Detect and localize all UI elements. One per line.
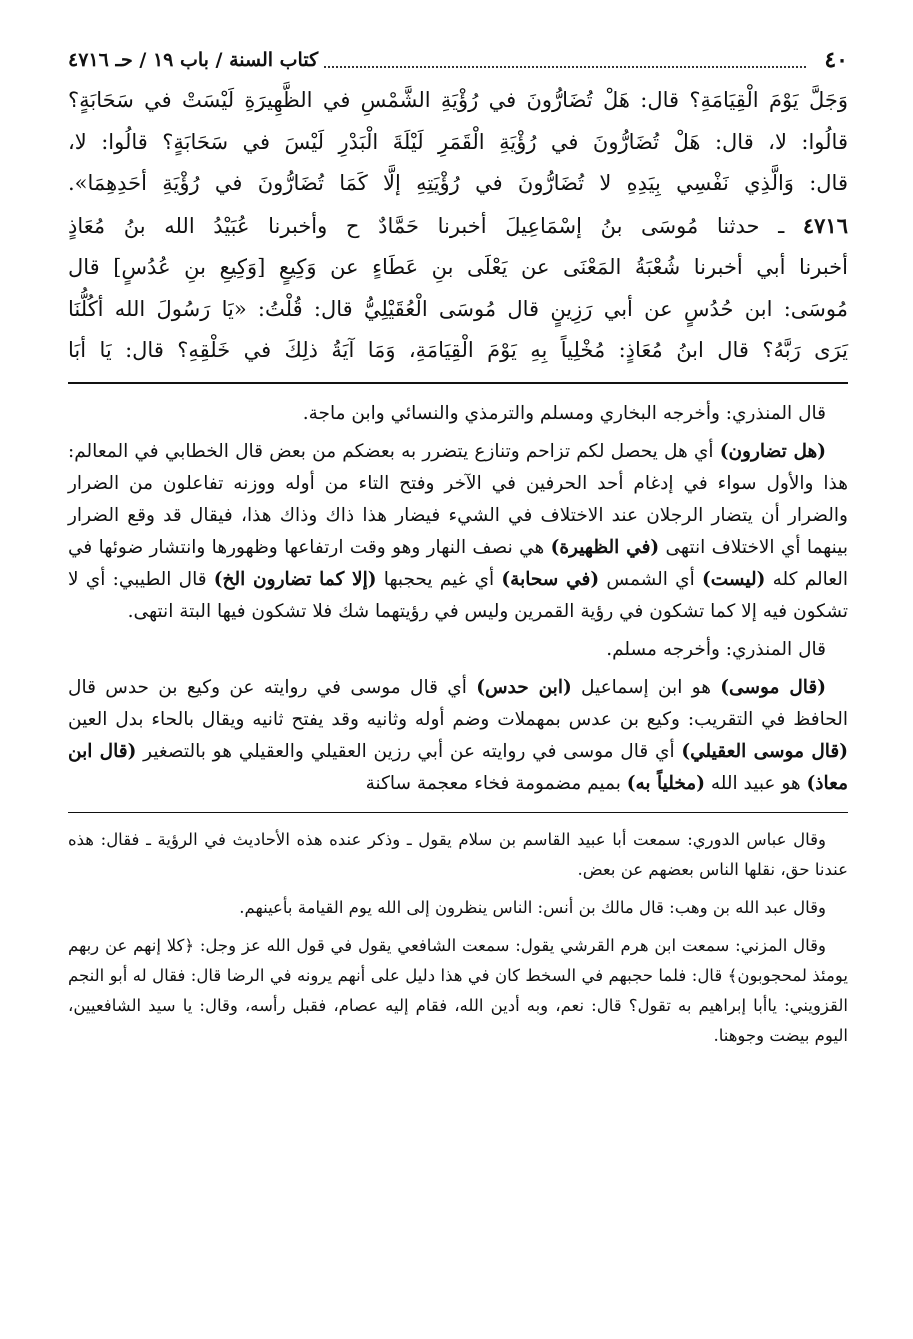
commentary-term: (قال موسى العقيلي) bbox=[681, 740, 848, 762]
footnote-paragraph: وقال عباس الدوري: سمعت أبا عبيد القاسم بن سلام يقول ـ وذكر عنده هذه الأحاديث في الرؤية ـ فقال: هذه عندنا حق، نقلها الناس بعضهم عن بعض. bbox=[68, 829, 848, 879]
commentary-term: (في سحابة) bbox=[501, 568, 600, 590]
commentary-term: (مخلياً به) bbox=[626, 772, 705, 794]
hadith-line: قالُوا: لا، قال: هَلْ تُضَارُّونَ في رُؤْيَةِ الْقَمَرِ لَيْلَةَ الْبَدْرِ لَيْسَ في سَحَابَةٍ؟ قالُوا: لا، bbox=[68, 129, 848, 154]
commentary-paragraph bbox=[68, 672, 848, 800]
hadith-line: يَرَى رَبَّهُ؟ قال ابنُ مُعَاذٍ: مُخْلِياً بِهِ يَوْمَ الْقِيَامَةِ، وَمَا آيَةُ ذلِكَ في خَلْقِهِ؟ قال: يَا أبَا bbox=[68, 338, 848, 362]
commentary-paragraph bbox=[68, 436, 848, 628]
hadith-line: أخبرنا أبي أخبرنا شُعْبَةُ المَعْنَى عن يَعْلَى بنِ عَطَاءٍ عن وَكِيعٍ [وَكِيعِ بنِ عُدُسٍ] قال bbox=[68, 255, 848, 279]
commentary-paragraph: قال المنذري: وأخرجه البخاري ومسلم والترمذي والنسائي وابن ماجة. bbox=[302, 402, 826, 424]
commentary-term: (قال موسى) bbox=[720, 676, 826, 698]
section-divider bbox=[68, 382, 848, 384]
commentary-text: هو ابن إسماعيل bbox=[571, 676, 721, 698]
hadith-line bbox=[68, 205, 848, 248]
hadith-text bbox=[68, 80, 848, 372]
hadith-line-text: ـ حدثنا مُوسَى بنُ إسْمَاعِيلَ أخبرنا حَمَّادٌ ح وأخبرنا عُبَيْدُ الله بنُ مُعَاذٍ bbox=[68, 213, 803, 238]
page bbox=[68, 40, 848, 1059]
footnote-paragraph: وقال عبد الله بن وهب: قال مالك بن أنس: الناس ينظرون إلى الله يوم القيامة بأعينهم. bbox=[239, 897, 826, 917]
commentary-text: أي الشمس bbox=[599, 568, 702, 590]
commentary-text: أي قال موسى في روايته عن وكيع بن حدس قال الحافظ في التقريب: وكيع بن عدس بمهملات وضم أوله وثانيه وقد يفتح ثانيه ويقال بالحاء بدل العين bbox=[68, 676, 848, 730]
header-dot-leader bbox=[324, 52, 806, 68]
commentary-term: (هل تضارون) bbox=[719, 440, 826, 462]
header-reference: كتاب السنة / باب ١٩ / حـ ٤٧١٦ bbox=[68, 49, 319, 71]
notes-divider bbox=[68, 812, 848, 813]
commentary-term: (قال ابن معاذ) bbox=[68, 740, 848, 794]
commentary-text: هو عبيد الله bbox=[704, 772, 807, 794]
commentary bbox=[68, 398, 848, 800]
commentary-term: (إلا كما تضارون الخ) bbox=[213, 568, 377, 590]
hadith-line: وَجَلَّ يَوْمَ الْقِيَامَةِ؟ قال: هَلْ تُضَارُّونَ في رُؤْيَةِ الشَّمْسِ في الظَّهِيرَةِ لَيْسَتْ في سَحَابَةٍ؟ bbox=[68, 88, 848, 112]
commentary-text: أي غيم يحجبها bbox=[376, 568, 502, 590]
footnote-paragraph: وقال المزني: سمعت ابن هرم القرشي يقول: سمعت الشافعي يقول في قول الله عز وجل: ﴿كلا إنهم عن ربهم يومئذ لمحجوبون﴾ قال: فلما حجبهم في السخط كان في هذا دليل على أنهم يرونه في الرضا قال: فقال له أبو النجم القزويني: ياأبا إبراهيم به تقول؟ قال: نعم، وبه أدين الله، فقام إليه عصام، فقبل رأسه، وقال: يا سيد الشافعيين، اليوم بيضت وجوهنا. bbox=[68, 935, 848, 1045]
commentary-text: بميم مضمومة فخاء معجمة ساكنة bbox=[365, 772, 627, 794]
commentary-text: قال الطيبي: أي لا تشكون فيه إلا كما تشكون في رؤية القمرين وليس في رؤيتهما شك فلا تشكون فيها البتة انتهى. bbox=[68, 568, 848, 622]
commentary-text: أي قال موسى في روايته عن أبي رزين العقيلي والعقيلي هو بالتصغير bbox=[136, 740, 682, 762]
page-number: ٤٠ bbox=[824, 47, 848, 73]
footnotes bbox=[68, 825, 848, 1051]
commentary-term: (في الظهيرة) bbox=[550, 536, 660, 558]
hadith-line: قال: وَالَّذِي نَفْسِي بِيَدِهِ لا تُضَارُّونَ في رُؤْيَتِهِ إلَّا كَمَا تُضَارُّونَ في رُؤْيَةِ أحَدِهِمَا». bbox=[68, 171, 848, 195]
commentary-term: (ليست) bbox=[702, 568, 766, 590]
hadith-number: ٤٧١٦ bbox=[802, 212, 848, 238]
commentary-term: (ابن حدس) bbox=[476, 676, 572, 698]
commentary-text: أي هل يحصل لكم تزاحم وتنازع يتضرر به بعضكم من بعض قال الخطابي في المعالم: هذا والأول سواء في إدغام أحد الحرفين في الآخر وفتح التاء من أوله ووزنه تفاعلون من الضرار والضرار أن يتضار الرجلان عند الاختلاف في الشيء فيضار هذا ذاك وذاك هذا، فيقال قد وقع الضرار بينهما أي الاختلاف انتهى bbox=[68, 440, 848, 558]
commentary-paragraph: قال المنذري: وأخرجه مسلم. bbox=[606, 638, 826, 660]
hadith-line: مُوسَى: ابن حُدُسٍ عن أبي رَزِينٍ قال مُوسَى الْعُقَيْلِيُّ قال: قُلْتُ: «يَا رَسُولَ الله أكُلُّنَا bbox=[68, 296, 848, 321]
running-header bbox=[68, 40, 848, 80]
commentary-text: هي نصف النهار وهو وقت ارتفاعها وظهورها وانتشار ضوئها في العالم كله bbox=[68, 536, 849, 590]
